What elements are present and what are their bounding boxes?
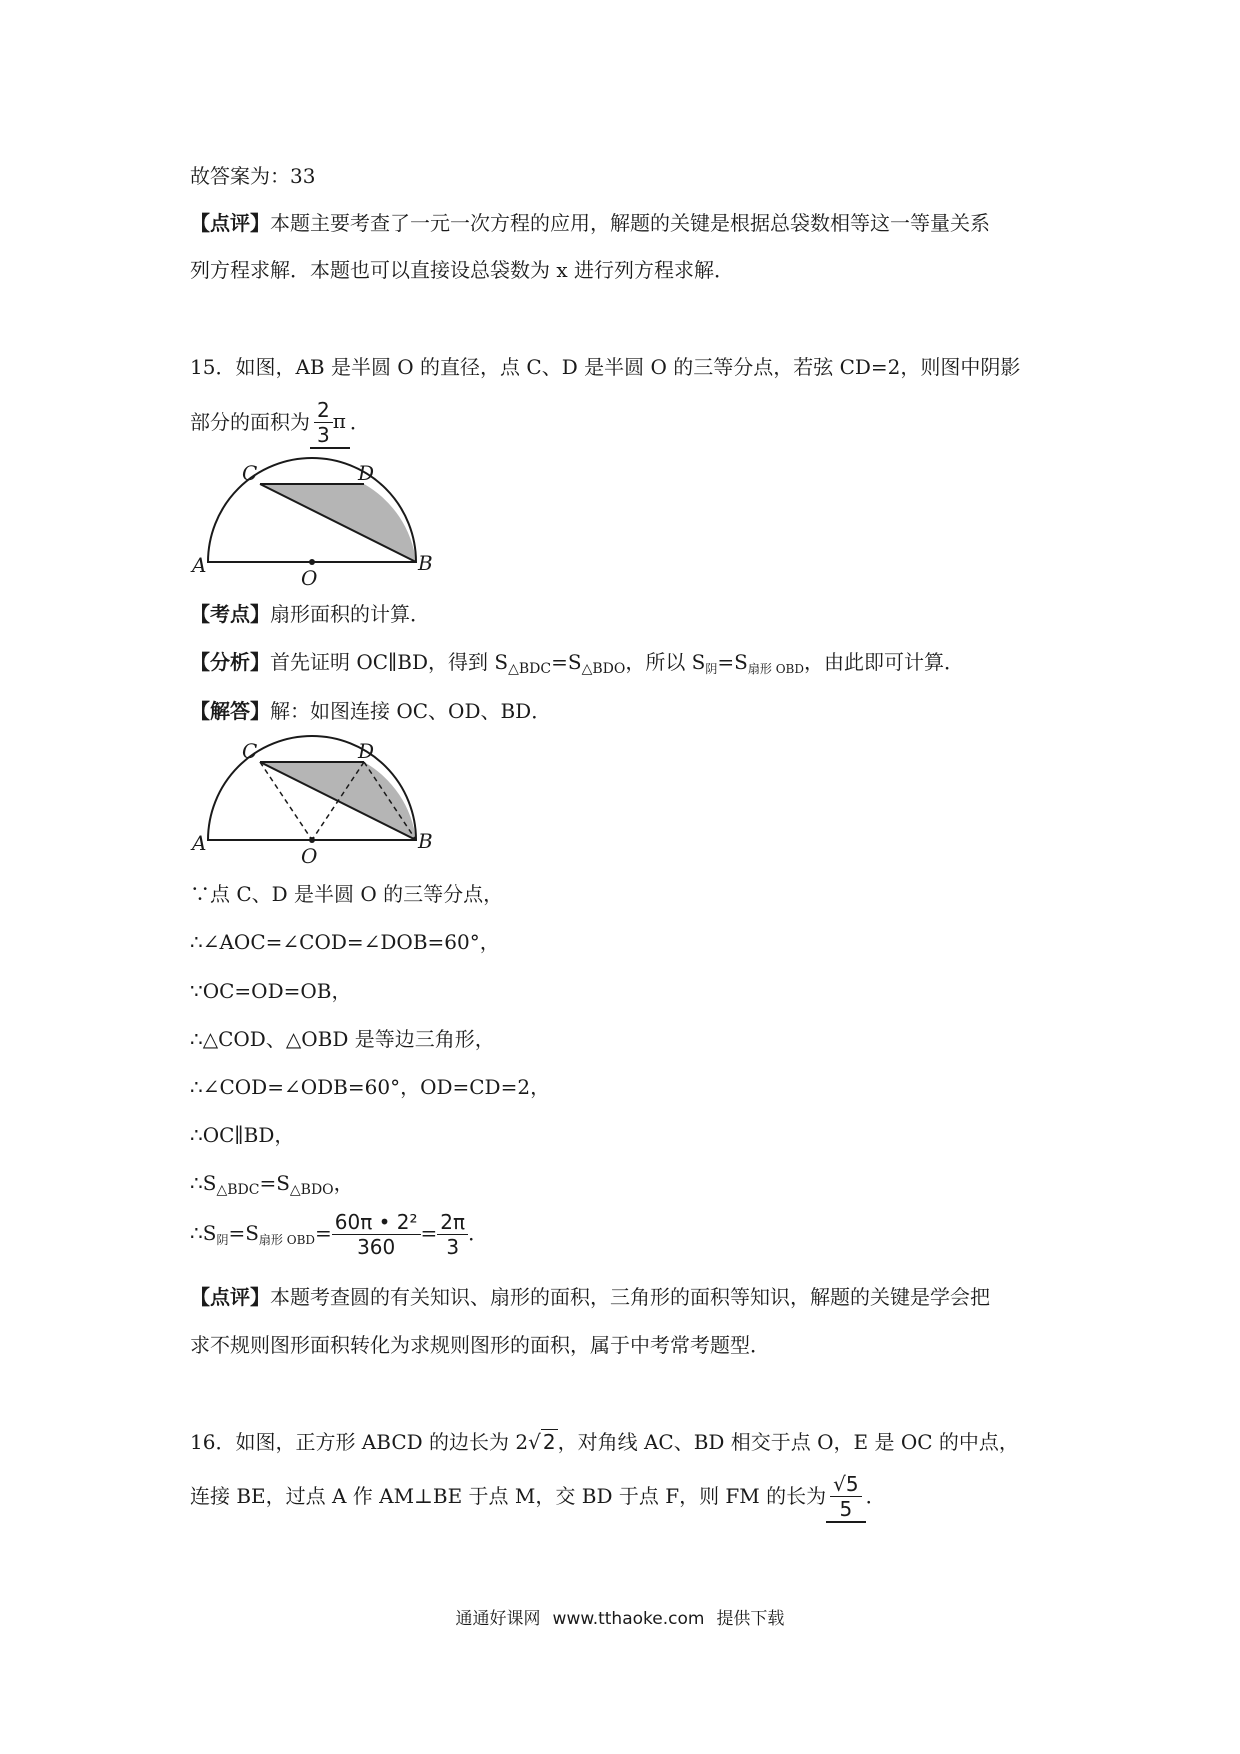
fenxi-part3: ，所以 S	[625, 650, 706, 674]
q16-answer-blank	[826, 1472, 865, 1523]
q15-answer-fraction	[314, 398, 333, 447]
step7-sub2: △BDO	[289, 1182, 334, 1198]
fenxi-part1: 首先证明 OC∥BD，得到 S	[270, 650, 509, 674]
step8-eq2: =	[315, 1221, 332, 1245]
q15-figure-1	[190, 458, 433, 590]
q16-line2	[190, 1472, 886, 1523]
label-o: O	[301, 844, 318, 868]
label-d: D	[358, 461, 375, 485]
solution-step: ∴∠COD=∠ODB=60°，OD=CD=2，	[190, 1075, 551, 1099]
step7-sub1: △BDC	[216, 1182, 260, 1198]
kaodian-text: 扇形面积的计算．	[270, 602, 430, 626]
label-a: A	[192, 831, 207, 855]
label-c: C	[242, 739, 258, 763]
q15-line2	[190, 398, 370, 449]
label-a: A	[192, 553, 207, 577]
solution-step: ∵点 C、D 是半圆 O 的三等分点，	[190, 882, 504, 906]
label-c: C	[242, 461, 258, 485]
jieda-tag: 【解答】	[190, 699, 270, 723]
step8-eq: =S	[228, 1221, 259, 1245]
q16-line2-prefix: 连接 BE，过点 A 作 AM⊥BE 于点 M，交 BD 于点 F，则 FM 的长为	[190, 1484, 827, 1508]
fenxi-part4: =S	[717, 650, 748, 674]
q16-answer-num: √5	[830, 1472, 861, 1497]
prev-review-tag: 【点评】	[190, 211, 270, 235]
solution-step: ∴△COD、△OBD 是等边三角形，	[190, 1027, 495, 1051]
jieda-text: 解：如图连接 OC、OD、BD．	[270, 699, 552, 723]
solution-step: ∴∠AOC=∠COD=∠DOB=60°，	[190, 930, 500, 954]
q15-answer-blank	[310, 398, 350, 449]
q15-line1: 15．如图，AB 是半圆 O 的直径，点 C、D 是半圆 O 的三等分点，若弦 CD=2，则图中阴影	[190, 355, 1021, 379]
q16-answer-den: 5	[839, 1497, 853, 1521]
label-d: D	[358, 739, 375, 763]
q16-sqrt-val: 2	[542, 1430, 556, 1454]
frac2-num: 2π	[437, 1210, 468, 1235]
fenxi-sub1: △BDC	[508, 661, 552, 677]
solution-step-7	[190, 1169, 354, 1204]
q15-fenxi	[190, 648, 964, 683]
footer-url[interactable]: www.tthaoke.com	[552, 1609, 705, 1629]
q15-answer-pi: π	[332, 409, 346, 433]
step8-fraction-2	[437, 1210, 468, 1259]
center-point	[309, 837, 315, 843]
fenxi-tag: 【分析】	[190, 650, 270, 674]
step7-eq: =S	[259, 1171, 290, 1195]
q15-jieda	[190, 697, 551, 725]
q15-kaodian	[190, 600, 430, 628]
fenxi-sub3: 阴	[705, 662, 718, 676]
frac2-den: 3	[446, 1235, 460, 1259]
step8-sub2: 扇形 OBD	[258, 1233, 316, 1247]
footer-site: 通通好课网	[455, 1609, 541, 1629]
frac1-den: 360	[357, 1235, 396, 1259]
solution-step-8	[190, 1210, 488, 1259]
fenxi-part2: =S	[551, 650, 582, 674]
kaodian-tag: 【考点】	[190, 602, 270, 626]
step8-eq3: =	[420, 1221, 438, 1245]
prev-review-line2: 列方程求解．本题也可以直接设总袋数为 x 进行列方程求解．	[190, 258, 734, 282]
fenxi-sub4: 扇形 OBD	[747, 662, 804, 676]
q15-review-text: 本题考查圆的有关知识、扇形的面积，三角形的面积等知识，解题的关键是学会把	[270, 1285, 990, 1309]
step8-fraction-1	[332, 1210, 421, 1259]
label-o: O	[301, 566, 318, 590]
q15-answer-den: 3	[317, 423, 330, 447]
prev-answer: 故答案为：33	[190, 164, 316, 188]
label-b: B	[418, 829, 433, 853]
label-b: B	[418, 551, 433, 575]
center-point	[309, 559, 315, 565]
q15-review-tag: 【点评】	[190, 1285, 270, 1309]
step7-s: ∴S	[190, 1171, 217, 1195]
q15-line2-end: ．	[349, 410, 370, 434]
q15-review-line1	[190, 1283, 990, 1311]
prev-review-text: 本题主要考查了一元一次方程的应用，解题的关键是根据总袋数相等这一等量关系	[270, 211, 990, 235]
step8-sub1: 阴	[216, 1233, 229, 1247]
prev-review-line1	[190, 209, 990, 237]
step8-end: ．	[468, 1221, 489, 1245]
fenxi-sub2: △BDO	[581, 661, 626, 677]
q16-line1-b: ，对角线 AC、BD 相交于点 O，E 是 OC 的中点，	[557, 1430, 1019, 1454]
q15-line2-prefix: 部分的面积为	[190, 410, 310, 434]
step8-s: ∴S	[190, 1221, 217, 1245]
q16-line2-end: ．	[865, 1484, 886, 1508]
q15-figure-2	[190, 736, 433, 868]
page-footer	[0, 1604, 1240, 1629]
step7-end: ，	[333, 1171, 354, 1195]
q16-sqrt: √ 2	[528, 1430, 556, 1454]
q16-line1	[190, 1428, 1019, 1456]
q16-answer-fraction	[830, 1472, 861, 1521]
fenxi-part5: ，由此即可计算．	[803, 650, 964, 674]
footer-action: 提供下载	[716, 1609, 785, 1629]
q15-review-line2: 求不规则图形面积转化为求规则图形的面积，属于中考常考题型．	[190, 1333, 770, 1357]
q15-answer-num: 2	[314, 398, 333, 423]
solution-step: ∴OC∥BD，	[190, 1123, 295, 1147]
solution-step: ∵OC=OD=OB，	[190, 979, 352, 1003]
q16-line1-a: 16．如图，正方形 ABCD 的边长为 2	[190, 1430, 529, 1454]
frac1-num: 60π • 2²	[332, 1210, 421, 1235]
